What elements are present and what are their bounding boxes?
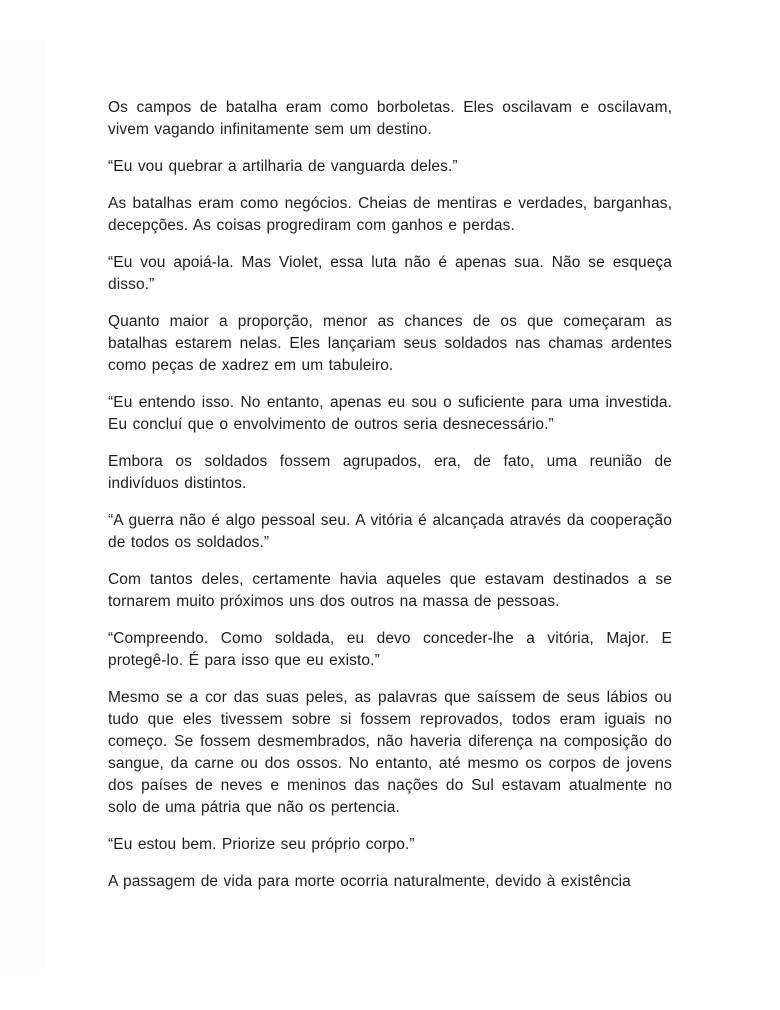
- paragraph-container: [108, 97, 672, 893]
- paragraph: Os campos de batalha eram como borboletas. Eles oscilavam e oscilavam, vivem vagando infinitamente sem um destino.: [108, 99, 672, 138]
- paragraph: Embora os soldados fossem agrupados, era, de fato, uma reunião de indivíduos distintos.: [108, 453, 672, 492]
- paragraph: “A guerra não é algo pessoal seu. A vitória é alcançada através da cooperação de todos os soldados.”: [108, 512, 672, 551]
- paragraph: “Eu vou apoiá-la. Mas Violet, essa luta não é apenas sua. Não se esqueça disso.”: [108, 254, 672, 293]
- paragraph: “Eu estou bem. Priorize seu próprio corpo.”: [108, 836, 415, 853]
- paragraph: “Eu vou quebrar a artilharia de vanguarda deles.”: [108, 158, 458, 175]
- paragraph: Com tantos deles, certamente havia aqueles que estavam destinados a se tornarem muito próximos uns dos outros na massa de pessoas.: [108, 571, 672, 610]
- paragraph: A passagem de vida para morte ocorria naturalmente, devido à existência: [108, 873, 631, 890]
- paragraph: “Compreendo. Como soldada, eu devo conceder-lhe a vitória, Major. E protegê-lo. É para isso que eu existo.”: [108, 630, 672, 669]
- paragraph: Mesmo se a cor das suas peles, as palavras que saíssem de seus lábios ou tudo que eles tivessem sobre si fossem reprovados, todos eram iguais no começo. Se fossem desmembrados, não haveria diferença na composição do sangue, da carne ou dos ossos. No entanto, até mesmo os corpos de jovens dos países de neves e meninos das nações do Sul estavam atualmente no solo de uma pátria que não os pertencia.: [108, 689, 672, 816]
- paragraph: Quanto maior a proporção, menor as chances de os que começaram as batalhas estarem nelas. Eles lançariam seus soldados nas chamas ardentes como peças de xadrez em um tabuleiro.: [108, 313, 672, 374]
- paragraph: “Eu entendo isso. No entanto, apenas eu sou o suficiente para uma investida. Eu concluí que o envolvimento de outros seria desnecessário.”: [108, 394, 672, 433]
- paragraph: As batalhas eram como negócios. Cheias de mentiras e verdades, barganhas, decepções. As coisas progrediram com ganhos e perdas.: [108, 195, 672, 234]
